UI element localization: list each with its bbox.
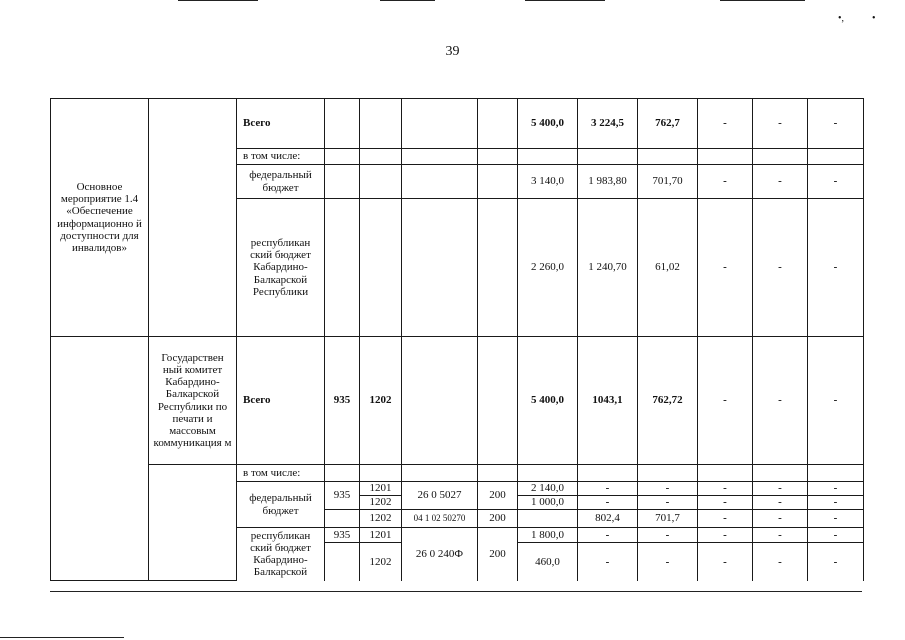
value-cell: - (808, 543, 864, 581)
table-row (51, 337, 864, 465)
executor-name: Государствен ный комитет Кабардино-Балкарской Республики по печати и массовым коммуникация м (149, 337, 237, 465)
value-cell: 5 400,0 (518, 337, 578, 465)
value-cell: 2 260,0 (518, 199, 578, 337)
value-cell: 1043,1 (578, 337, 638, 465)
vr-cell: 200 (478, 482, 518, 510)
footnote-rule (0, 637, 124, 638)
value-cell: - (698, 482, 753, 496)
value-cell: - (578, 482, 638, 496)
value-cell: - (698, 510, 753, 528)
value-cell: - (638, 482, 698, 496)
rzpr-cell (360, 99, 402, 149)
value-cell: - (698, 337, 753, 465)
value-cell: - (753, 482, 808, 496)
including-label: в том числе: (237, 465, 325, 482)
rzpr-cell: 1202 (360, 337, 402, 465)
value-cell: - (753, 165, 808, 199)
row-label: республикан ский бюджет Кабардино-Балкарской Республики (237, 199, 325, 337)
rzpr-cell: 1201 (360, 528, 402, 543)
value-cell: - (753, 528, 808, 543)
grbs-cell: 935 (325, 337, 360, 465)
csr-cell: 26 0 240Ф (402, 528, 478, 581)
rzpr-cell: 1202 (360, 510, 402, 528)
value-cell: - (753, 99, 808, 149)
value-cell: - (698, 199, 753, 337)
value-cell: - (638, 496, 698, 510)
value-cell: - (698, 496, 753, 510)
value-cell: 1 800,0 (518, 528, 578, 543)
value-cell (518, 510, 578, 528)
scan-speck: •, (838, 13, 845, 24)
grbs-cell (325, 510, 360, 528)
value-cell: - (808, 482, 864, 496)
grbs-cell (325, 99, 360, 149)
value-cell: - (808, 528, 864, 543)
top-rule-1 (178, 0, 258, 1)
row-label: федеральный бюджет (237, 165, 325, 199)
vr-cell (478, 337, 518, 465)
value-cell: - (753, 199, 808, 337)
value-cell: - (753, 510, 808, 528)
top-rule-4 (720, 0, 805, 1)
csr-cell: 04 1 02 50270 (402, 510, 478, 528)
csr-cell: 26 0 5027 (402, 482, 478, 510)
value-cell: - (698, 528, 753, 543)
value-cell: - (698, 165, 753, 199)
value-cell: 802,4 (578, 510, 638, 528)
value-cell: - (808, 337, 864, 465)
vr-cell (478, 99, 518, 149)
top-rule-3 (525, 0, 605, 1)
row-label: федеральный бюджет (237, 482, 325, 528)
grbs-cell: 935 (325, 528, 360, 543)
executor-empty-cell (149, 99, 237, 337)
value-cell: - (578, 543, 638, 581)
value-cell: 701,70 (638, 165, 698, 199)
measure-empty-cell (51, 337, 149, 581)
csr-cell (402, 337, 478, 465)
grbs-cell: 935 (325, 482, 360, 510)
value-cell: - (753, 496, 808, 510)
rzpr-cell: 1202 (360, 543, 402, 581)
value-cell: 460,0 (518, 543, 578, 581)
page-number: 39 (445, 44, 460, 59)
rzpr-cell: 1202 (360, 496, 402, 510)
value-cell: - (638, 543, 698, 581)
rzpr-cell: 1201 (360, 482, 402, 496)
csr-cell (402, 99, 478, 149)
executor-empty-cell (149, 465, 237, 581)
row-label: Всего (237, 99, 325, 149)
value-cell: - (808, 99, 864, 149)
value-cell: 2 140,0 (518, 482, 578, 496)
table-row (51, 99, 864, 149)
value-cell: 762,7 (638, 99, 698, 149)
vr-cell: 200 (478, 510, 518, 528)
row-label: Всего (237, 337, 325, 465)
value-cell: - (753, 337, 808, 465)
vr-cell: 200 (478, 528, 518, 581)
table-bottom-rule (50, 591, 862, 592)
value-cell: - (808, 510, 864, 528)
value-cell: 5 400,0 (518, 99, 578, 149)
value-cell: 762,72 (638, 337, 698, 465)
measure-name: Основное мероприятие 1.4 «Обеспечение информационно й доступности для инвалидов» (51, 99, 149, 337)
value-cell: - (808, 496, 864, 510)
value-cell: - (808, 165, 864, 199)
value-cell: - (698, 99, 753, 149)
value-cell: - (808, 199, 864, 337)
including-label: в том числе: (237, 149, 325, 165)
row-label: республикан ский бюджет Кабардино-Балкарской (237, 528, 325, 581)
value-cell: 701,7 (638, 510, 698, 528)
scan-speck: • (872, 13, 876, 24)
value-cell: 1 240,70 (578, 199, 638, 337)
value-cell: 3 224,5 (578, 99, 638, 149)
value-cell: 1 000,0 (518, 496, 578, 510)
value-cell: 61,02 (638, 199, 698, 337)
grbs-cell (325, 543, 360, 581)
budget-table (50, 98, 864, 581)
value-cell: 3 140,0 (518, 165, 578, 199)
value-cell: - (638, 528, 698, 543)
value-cell: - (753, 543, 808, 581)
value-cell: 1 983,80 (578, 165, 638, 199)
top-rule-2 (380, 0, 435, 1)
table-row (51, 465, 864, 482)
value-cell: - (578, 528, 638, 543)
value-cell: - (578, 496, 638, 510)
value-cell: - (698, 543, 753, 581)
